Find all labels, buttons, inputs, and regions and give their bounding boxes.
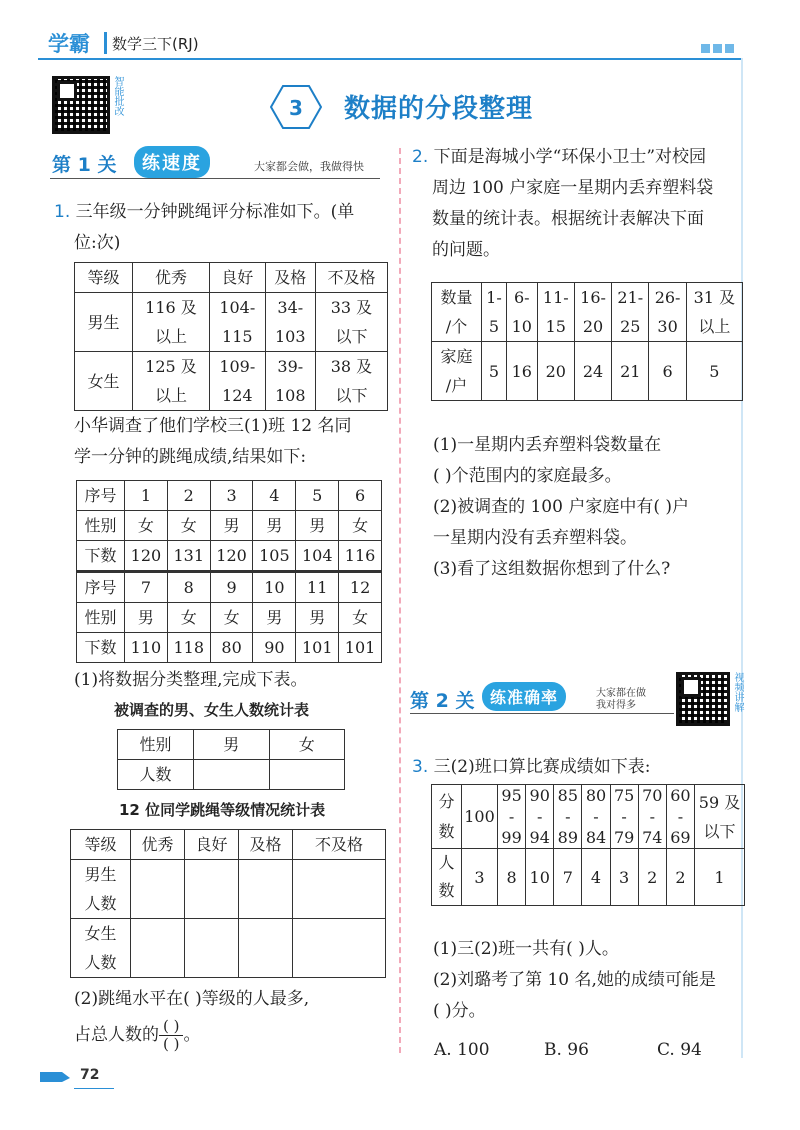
q3-blank-2[interactable]: ( )分。 [433,1001,486,1021]
footer-rule [74,1088,114,1089]
chapter-title: 数据的分段整理 [344,94,534,124]
table-cell: 38 及 以下 [315,352,387,411]
table-cell: 34- 103 [265,293,315,352]
answer-cell[interactable] [239,919,293,978]
q1-table-b-title: 12 位同学跳绳等级情况统计表 [119,801,326,819]
table-cell: 39- 108 [265,352,315,411]
qr-code-video[interactable] [676,672,730,726]
q1-standard-table [74,262,388,411]
q2-blank-2[interactable]: (2)被调查的 100 户家庭中有( )户 [433,497,690,517]
q3-option-a[interactable]: A. 100 [434,1040,490,1060]
table-header: 优秀 [133,263,210,293]
table-cell: 104- 115 [209,293,265,352]
column-divider [399,148,401,1053]
q1-table-a-title: 被调查的男、女生人数统计表 [114,701,310,719]
q1-intro-line1: 三年级一分钟跳绳评分标准如下。(单 [75,202,355,222]
q3-table: 分 数 100 95 - 99 90 - 94 85 - 89 80 - 84 75 - 79 70 - 74 60 - 69 59 及 以下 人 数 3 8 10 7 4 3 2 2 1 [431,784,745,906]
answer-cell[interactable] [194,760,270,790]
q1-sub2-line1[interactable]: (2)跳绳水平在( )等级的人最多, [74,989,310,1009]
level-2-note: 大家都在做 我对得多 [596,688,646,711]
q2-intro: 2. 下面是海城小学“环保小卫士”对校园 周边 100 户家庭一星期内丢弃塑料袋 数量的统计表。根据统计表解决下面 的问题。 [412,147,714,260]
q3-option-b[interactable]: B. 96 [544,1040,589,1060]
answer-cell[interactable] [131,919,185,978]
q2-number: 2. [412,147,429,167]
table-cell: 116 及 以上 [133,293,210,352]
q2-blank-1[interactable]: ( )个范围内的家庭最多。 [433,466,622,486]
q3-blank-1[interactable]: (1)三(2)班一共有( )人。 [433,939,619,959]
answer-cell[interactable] [131,860,185,919]
q3-intro: 3. 三(2)班口算比赛成绩如下表: [412,757,651,777]
qr-code-grading[interactable] [52,76,110,134]
pencil-icon [38,1068,72,1082]
level-2-label: 第 2 关 [410,690,475,712]
answer-cell[interactable] [293,860,386,919]
q3-subquestions: (1)三(2)班一共有( )人。 (2)刘璐考了第 10 名,她的成绩可能是 ( )分。 [433,934,745,1027]
level-2-tag: 练准确率 [482,682,566,711]
q3-option-c[interactable]: C. 94 [657,1040,702,1060]
q2-subquestions: (1)一星期内丢弃塑料袋数量在 ( )个范围内的家庭最多。 (2)被调查的 100 户家庭中有( )户 一星期内没有丢弃塑料袋。 (3)看了这组数据你想到了什么? [433,430,745,585]
answer-cell[interactable] [185,860,239,919]
answer-cell[interactable] [185,919,239,978]
table-header: 等级 [75,263,133,293]
brand-divider [104,32,107,54]
header-rule [38,58,742,60]
table-header: 不及格 [315,263,387,293]
q1-intro-line2: 位:次) [74,233,121,253]
q1-sub2-line2: 占总人数的 $\frac{( )}{( )}$ 。 [74,1017,201,1053]
level-1-label: 第 1 关 [52,154,117,176]
q1-table-b: 等级 优秀 良好 及格 不及格 男生 人数 女生 人数 [70,829,386,978]
answer-cell[interactable] [239,860,293,919]
level-2-underline [410,713,674,714]
row-label: 女生 [75,352,133,411]
table-cell: 33 及 以下 [315,293,387,352]
q1-survey-text: 小华调查了他们学校三(1)班 12 名同 学一分钟的跳绳成绩,结果如下: [74,416,352,467]
level-1-tag: 练速度 [134,146,210,178]
qr-label-video: 视频讲解 [732,672,743,712]
table-header: 良好 [209,263,265,293]
fraction-blank[interactable]: $\frac{( )}{( )}$ [159,1018,183,1053]
answer-cell[interactable] [269,760,345,790]
level-1-note: 大家都会做，我做得快 [254,160,364,173]
table-header: 及格 [265,263,315,293]
row-label: 男生 [75,293,133,352]
qr-label-grading: 智能批改 [112,76,123,116]
chapter-number: 3 [289,96,303,120]
q1-intro [54,197,394,259]
q1-table-a: 性别 男 女 人数 [117,729,345,790]
brand-logo: 学霸 [48,32,90,56]
chapter-number-badge [270,84,322,130]
q3-number: 3. [412,757,429,777]
q1-sub1: (1)将数据分类整理,完成下表。 [74,670,308,690]
level-1-underline [50,178,380,179]
q1-results-table: 序号 1 2 3 4 5 6 性别 女 女 男 男 男 女 下数 120 131 120 105 104 116 序号 7 8 9 10 11 12 性别 男 女 女 男 男 女 下数 110 118 80 90 101 101 [76,480,382,663]
table-cell: 125 及 以上 [133,352,210,411]
answer-cell[interactable] [293,919,386,978]
book-subject: 数学三下(RJ) [112,35,199,53]
q2-table: 数量 /个 1- 5 6- 10 11- 15 16- 20 21- 25 26- 30 31 及 以上 家庭 /户 5 16 20 24 21 6 5 [431,282,743,401]
page-number: 72 [80,1067,100,1083]
table-cell: 109- 124 [209,352,265,411]
q1-number: 1. [54,202,71,222]
header-decoration [701,44,734,53]
